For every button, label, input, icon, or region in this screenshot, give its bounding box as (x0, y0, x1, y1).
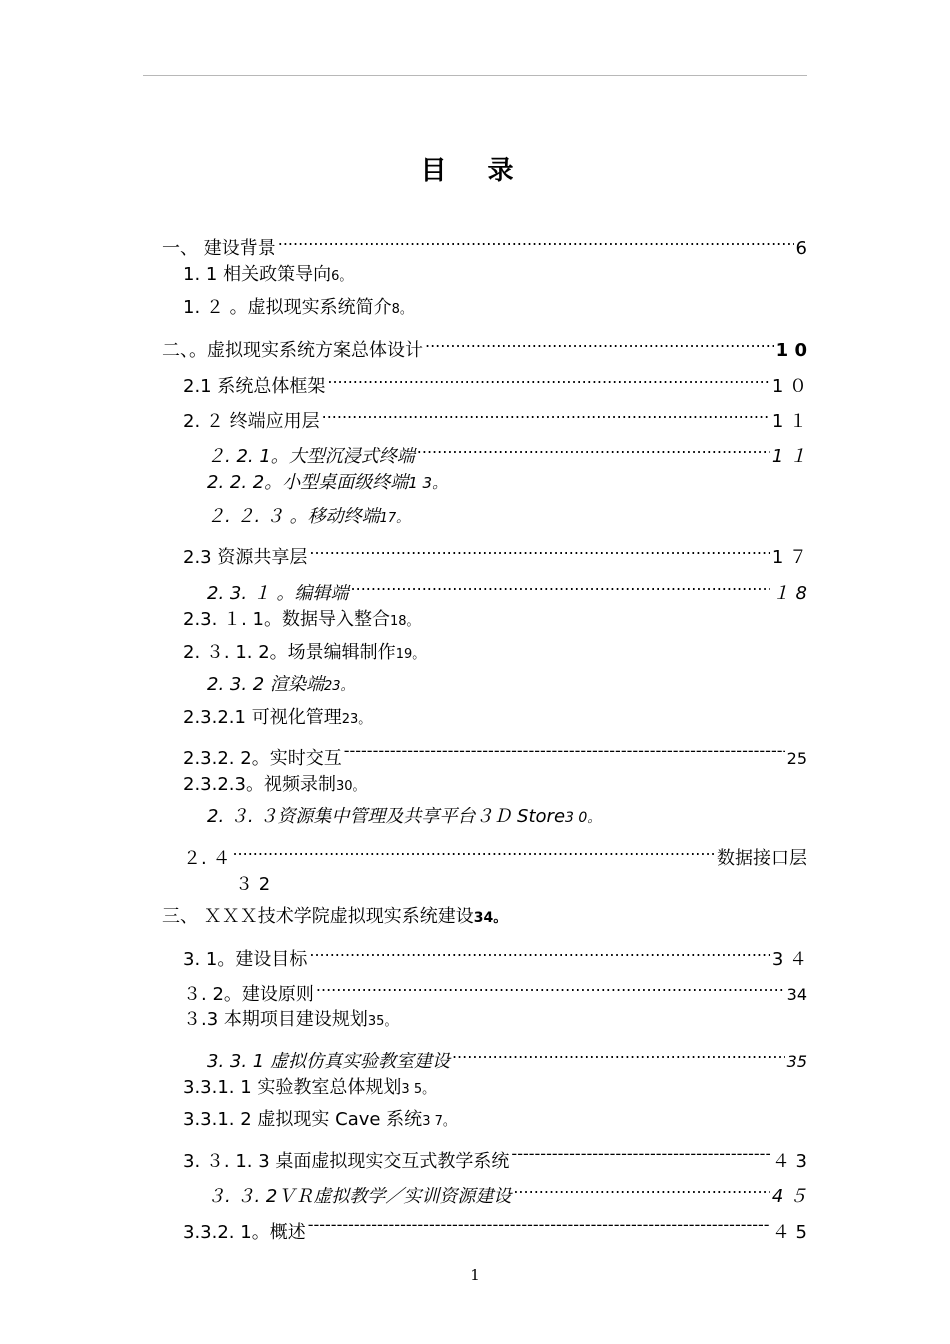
toc-entry[interactable] (207, 1039, 807, 1072)
leader-dashes (344, 736, 785, 764)
toc-entry-page: ４ 5 (771, 1222, 807, 1243)
toc-entry-page: 18。 (389, 614, 420, 629)
toc-entry-text: 3. 3. 1 虚拟仿真实验教室建设 (207, 1051, 450, 1072)
toc-entry-text: 一、 建设背景 (162, 238, 276, 259)
leader-dots (309, 937, 769, 965)
leader-dots (513, 1174, 769, 1202)
leader-dots (351, 571, 770, 599)
toc-entry-text: 2.3.2. 2。实时交互 (183, 748, 342, 769)
toc-entry-page: ４ 3 (771, 1151, 807, 1172)
toc-entry-text: ２. ２. ３ 。移动终端 (207, 506, 380, 527)
toc-title: 目 录 (420, 156, 530, 186)
toc-entry-text: 3.3.2. 1。概述 (183, 1222, 306, 1243)
toc-entry-text: ３. 2。建设原则 (183, 984, 314, 1005)
toc-entry-page: 34。 (473, 910, 508, 926)
toc-entry-text: 3.3.1. 1 实验教室总体规划 (183, 1077, 402, 1098)
toc-entry[interactable] (183, 771, 807, 799)
toc-entry-page: 34 (786, 985, 807, 1004)
toc-entry[interactable] (183, 836, 807, 869)
toc-entry-page: １ 8 (771, 583, 807, 604)
page-number: 1 (470, 1266, 480, 1284)
toc-entry-text: 2.3.2.1 可视化管理 (183, 707, 342, 728)
toc-entry-page: 3 ４ (771, 949, 807, 970)
toc-entry-page: 35 (786, 1052, 807, 1071)
toc-entry-text: 2. 2. 2。小型桌面级终端 (207, 472, 409, 493)
toc-entry[interactable] (207, 469, 807, 497)
toc-entry[interactable] (183, 1106, 807, 1134)
toc-entry[interactable] (162, 226, 807, 259)
toc-entry[interactable] (207, 1174, 807, 1207)
toc-entry-page: 35。 (367, 1014, 398, 1029)
toc-entry-text: 2.3 资源共享层 (183, 547, 308, 568)
toc-entry-text: 3.3.1. 2 虚拟现实 Cave 系统 (183, 1109, 423, 1130)
toc-entry-page: 25 (786, 749, 807, 768)
toc-entry[interactable] (207, 803, 807, 831)
toc-entry-text: ３.3 本期项目建设规划 (183, 1009, 368, 1030)
toc-entry[interactable] (183, 937, 807, 970)
toc-entry-text: 2.1 系统总体框架 (183, 376, 326, 397)
toc-entry[interactable] (183, 294, 807, 322)
toc-entry-text: 2.3. １. 1。数据导入整合 (183, 609, 390, 630)
toc-entry-page: 1 3。 (408, 474, 448, 492)
toc-entry-page: 1 １ (771, 411, 807, 432)
toc-entry-page: 23。 (323, 679, 354, 694)
toc-entry-text: 2.3.2.3。视频录制 (183, 774, 336, 795)
leader-dashes (511, 1139, 769, 1167)
toc-entry-text: 1. 1 相关政策导向 (183, 264, 332, 285)
toc-entry[interactable] (162, 328, 807, 361)
toc-entry-text: 2. 3. 2 渲染端 (207, 674, 324, 695)
toc-entry[interactable] (183, 972, 807, 1005)
toc-entry-page: 1 １ (771, 446, 807, 467)
toc-entry[interactable] (183, 399, 807, 432)
toc-entry[interactable] (183, 704, 807, 732)
toc-entry[interactable] (207, 434, 807, 467)
leader-dots (232, 836, 715, 864)
toc-entry[interactable] (183, 535, 807, 568)
toc-entry-text: ２. 2. 1。大型沉浸式终端 (207, 446, 415, 467)
leader-dots (316, 972, 785, 1000)
leader-dots (309, 535, 769, 563)
toc-entry-text: 3. ３. 1. 3 桌面虚拟现实交互式教学系统 (183, 1151, 510, 1172)
toc-entry[interactable] (183, 606, 807, 634)
toc-entry-page: 数据接口层 (717, 848, 807, 869)
toc-entry-text: 1. ２ 。虚拟现实系统简介 (183, 297, 392, 318)
toc-entry-text: 2. ３. 1. 2。场景编辑制作 (183, 642, 396, 663)
toc-entry-text: 二、。虚拟现实系统方案总体设计 (162, 340, 423, 361)
leader-dots (278, 226, 794, 254)
toc-entry[interactable] (207, 571, 807, 604)
toc-entry-text: ２. ４ (183, 848, 231, 869)
toc-entry-text: ３. ３. 2ＶＲ虚拟教学／实训资源建设 (207, 1186, 512, 1207)
toc-entry-page: 30。 (335, 779, 366, 794)
toc-entry-page-continuation: ３ 2 (235, 874, 271, 895)
toc-entry[interactable] (183, 736, 807, 769)
toc-entry[interactable] (207, 671, 807, 699)
leader-dots (417, 434, 770, 462)
toc-entry-page: 3 7。 (422, 1114, 456, 1129)
toc-entry[interactable] (183, 1210, 807, 1243)
leader-dots (322, 399, 770, 427)
toc-entry-page: 6。 (331, 269, 353, 284)
toc-entry-page: 23。 (341, 712, 372, 727)
toc-entry-page: 8。 (391, 302, 413, 317)
toc-entry-page: 19。 (395, 647, 426, 662)
toc-entry[interactable] (162, 903, 807, 931)
toc-entry[interactable] (183, 364, 807, 397)
toc-entry-text: 三、 ＸＸＸ技术学院虚拟现实系统建设 (162, 906, 474, 927)
toc-entry[interactable] (183, 1006, 807, 1034)
toc-entry-page: 1 ７ (771, 547, 807, 568)
toc-entry-page: 6 (795, 238, 807, 259)
toc-entry-page: 1 0 (775, 340, 807, 361)
toc-entry[interactable] (183, 1139, 807, 1172)
leader-dots (452, 1039, 785, 1067)
toc-entry-text: 2. ３. ３资源集中管理及共享平台３Ｄ Store (207, 806, 566, 827)
toc-entry-page: 3 5。 (401, 1082, 436, 1097)
leader-dots (425, 328, 774, 356)
toc-entry[interactable] (183, 261, 807, 289)
toc-entry-text: 2. 3. １ 。编辑端 (207, 583, 349, 604)
toc-entry-page: 4 ５ (771, 1186, 807, 1207)
toc-entry-page: 1 ０ (771, 376, 807, 397)
toc-entry[interactable] (207, 503, 807, 531)
toc-entry-page: 17。 (379, 511, 410, 526)
toc-entry-text: 2. ２ 终端应用层 (183, 411, 320, 432)
toc-entry-page: 3 0。 (565, 810, 602, 826)
toc-entry[interactable] (183, 639, 807, 667)
leader-dots (327, 364, 769, 392)
toc-entry-text: 3. 1。建设目标 (183, 949, 308, 970)
leader-dashes (308, 1210, 770, 1238)
toc-entry[interactable] (183, 1074, 807, 1102)
